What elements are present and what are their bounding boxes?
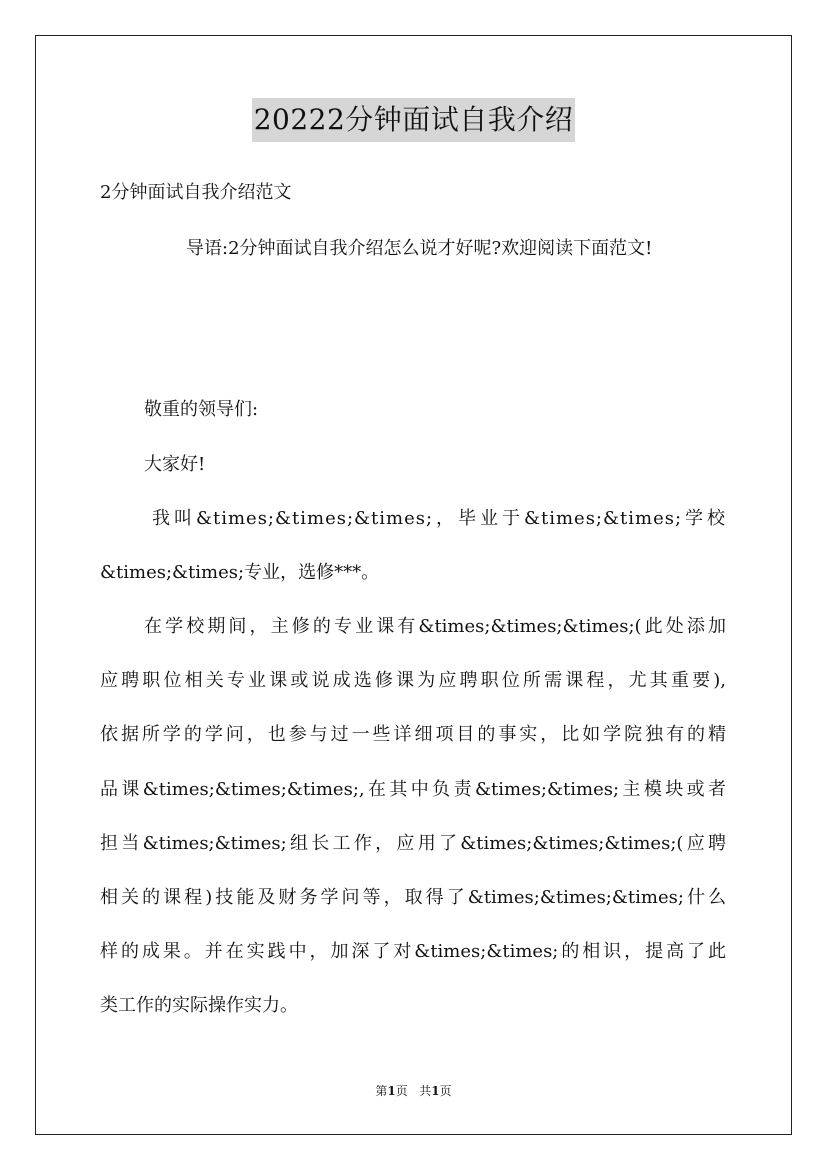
page-footer bbox=[0, 1083, 827, 1099]
para1-line-2: &times;&times;专业，选修***。 bbox=[100, 562, 380, 583]
footer-total-number: 1 bbox=[431, 1084, 440, 1098]
para2-line-4: 品课&times;&times;&times;,在其中负责&times;&times;主模块或者 bbox=[100, 779, 726, 800]
footer-page-prefix: 第 bbox=[375, 1084, 388, 1098]
footer-total-suffix: 页 bbox=[439, 1084, 452, 1098]
subtitle: 2分钟面试自我介绍范文 bbox=[100, 182, 292, 203]
footer-page-suffix: 页 bbox=[395, 1084, 408, 1098]
para2-line-2: 应聘职位相关专业课或说成选修课为应聘职位所需课程，尤其重要), bbox=[100, 670, 726, 691]
document-title: 20222分钟面试自我介绍 bbox=[252, 98, 576, 142]
intro-text: 导语:2分钟面试自我介绍怎么说才好呢?欢迎阅读下面范文! bbox=[186, 238, 653, 259]
para2-line-8: 类工作的实际操作实力。 bbox=[100, 995, 298, 1016]
title-container bbox=[0, 98, 827, 142]
footer-page-number: 1 bbox=[387, 1084, 396, 1098]
para2-line-7: 样的成果。并在实践中，加深了对&times;&times;的相识，提高了此 bbox=[100, 941, 726, 962]
para2-line-3: 依据所学的学问，也参与过一些详细项目的事实，比如学院独有的精 bbox=[100, 724, 726, 745]
hello-line: 大家好! bbox=[144, 454, 206, 475]
para2-line-6: 相关的课程)技能及财务学问等，取得了&times;&times;&times;什么 bbox=[100, 887, 726, 908]
greeting-line: 敬重的领导们: bbox=[144, 399, 259, 420]
para1-line-1: 我叫&times;&times;&times;，毕业于&times;&times;学校 bbox=[152, 508, 726, 529]
para2-line-5: 担当&times;&times;组长工作，应用了&times;&times;&times;(应聘 bbox=[100, 833, 726, 854]
footer-total-prefix: 共 bbox=[419, 1084, 432, 1098]
para2-line-1: 在学校期间，主修的专业课有&times;&times;&times;(此处添加 bbox=[144, 616, 726, 637]
